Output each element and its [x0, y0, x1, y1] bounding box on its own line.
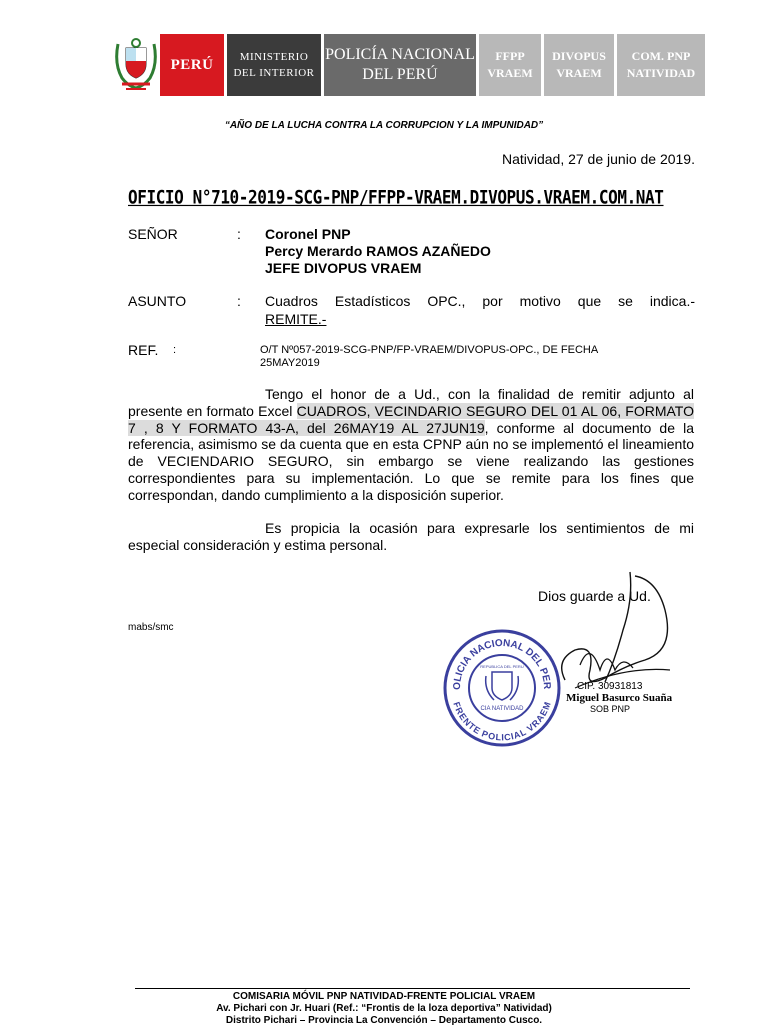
asunto-colon: :	[237, 293, 241, 309]
ref-date: 25MAY2019	[260, 357, 320, 369]
body-p1-end: , conforme al documento de la referencia, asimismo se da cuenta que en esta CPNP aún no se implementó el lineamiento de VECIENDARIO SEGURO, sin embargo se viene realizando las gestiones correspondientes para su implementación. Lo que se remite para los fines que correspondan, dando cumplimiento a la disposición superior.	[128, 419, 694, 503]
stamp-ring-top: OLICIA NACIONAL DEL PER	[451, 637, 553, 691]
divopus-box: DIVOPUS VRAEM	[544, 34, 614, 96]
body-p1-highlight: CUADROS, VECINDARIO SEGURO DEL 01 AL 06, FORMATO 7 , 8 Y FORMATO 43-A, del 26MAY19 AL 27JUN19	[128, 402, 694, 436]
footer-line-1: COMISARIA MÓVIL PNP NATIVIDAD-FRENTE POLICIAL VRAEM	[232, 991, 536, 1002]
signature-cip: CIP. 30931813	[577, 681, 643, 692]
police-stamp	[442, 628, 562, 748]
com-pnp-box: COM. PNP NATIVIDAD	[617, 34, 705, 96]
senor-label: SEÑOR	[128, 226, 178, 242]
body-paragraph-1	[128, 386, 694, 504]
stamp-center: CIA NATIVIDAD	[480, 706, 524, 712]
body-p1-start: Tengo el honor de a Ud., con la finalidad de remitir adjunto al presente en formato Excel	[128, 386, 694, 419]
letterhead	[112, 34, 705, 96]
ref-text: O/T Nº057-2019-SCG-PNP/FP-VRAEM/DIVOPUS-OPC., DE FECHA	[260, 344, 599, 356]
signature-rank: SOB PNP	[590, 704, 631, 714]
document-date: Natividad, 27 de junio de 2019.	[501, 151, 695, 167]
senor-colon: :	[237, 226, 241, 242]
asunto-label: ASUNTO	[128, 293, 187, 309]
asunto-remite: REMITE.-	[265, 311, 327, 327]
police-box: POLICÍA NACIONAL DEL PERÚ	[324, 34, 476, 96]
addressee-title: JEFE DIVOPUS VRAEM	[265, 260, 422, 276]
addressee-rank: Coronel PNP	[265, 226, 351, 242]
body-paragraph-2: Es propicia la ocasión para expresarle los sentimientos de mi especial consideración y estima personal.	[128, 520, 694, 553]
coat-of-arms-icon	[112, 34, 160, 96]
initials: mabs/smc	[128, 622, 174, 633]
addressee-name: Percy Merardo RAMOS AZAÑEDO	[265, 243, 491, 259]
peru-label: PERÚ	[160, 34, 224, 96]
ministry-box: MINISTERIO DEL INTERIOR	[227, 34, 321, 96]
footer-divider	[135, 988, 690, 989]
ref-colon: :	[173, 344, 177, 356]
stamp-center-top: REPUBLICA DEL PERU	[480, 664, 524, 669]
signature-name: Miguel Basurco Suaña	[566, 692, 673, 704]
stamp-ring-bottom: FRENTE POLICIAL VRAEM	[451, 700, 553, 743]
ffpp-box: FFPP VRAEM	[479, 34, 541, 96]
closing: Dios guarde a Ud.	[538, 588, 651, 604]
footer-line-3: Distrito Pichari – Provincia La Convención – Departamento Cusco.	[225, 1015, 543, 1026]
asunto-text: Cuadros Estadísticos OPC., por motivo que se indica.-	[265, 293, 695, 309]
year-motto: “AÑO DE LA LUCHA CONTRA LA CORRUPCION Y LA IMPUNIDAD”	[224, 120, 544, 131]
oficio-number: OFICIO N°710-2019-SCG-PNP/FFPP-VRAEM.DIVOPUS.VRAEM.COM.NAT	[128, 186, 664, 209]
footer-line-2: Av. Pichari con Jr. Huari (Ref.: “Frontis de la loza deportiva” Natividad)	[216, 1003, 552, 1014]
ref-label: REF.	[128, 342, 159, 358]
